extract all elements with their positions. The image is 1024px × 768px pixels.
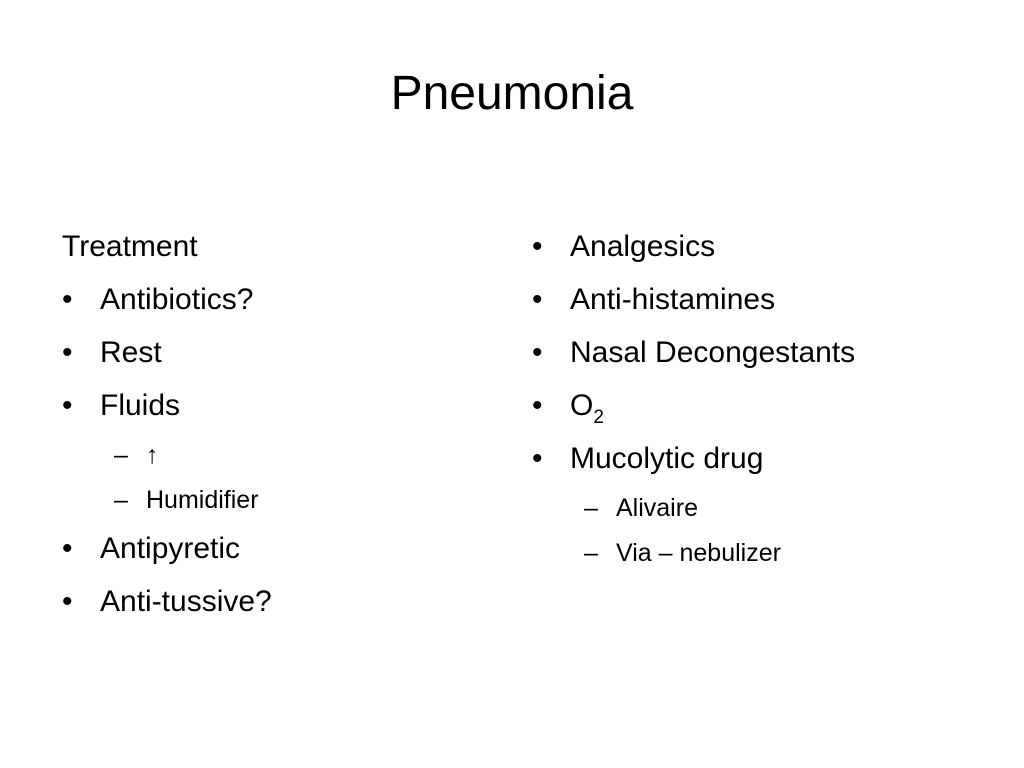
slide-title: Pneumonia	[390, 67, 634, 120]
left-column	[62, 224, 482, 632]
list-item-oxygen	[532, 383, 972, 428]
sub-item-humidifier	[62, 481, 482, 519]
list-item-label: Antipyretic	[100, 532, 241, 565]
list-item-anti-tussive	[62, 579, 482, 624]
oxygen-subscript: 2	[593, 407, 604, 428]
list-item-analgesics	[532, 224, 972, 269]
sub-item-via-nebulizer	[532, 534, 972, 572]
list-item-label: Fluids	[100, 389, 181, 422]
list-item-label: Humidifier	[146, 486, 259, 514]
list-item-label: Anti-histamines	[570, 283, 776, 316]
list-item-label: Antibiotics?	[100, 283, 254, 316]
list-item-label: O	[570, 389, 594, 422]
dash-icon: –	[584, 539, 598, 567]
sub-item-alivaire	[532, 489, 972, 527]
bullet-icon: •	[532, 336, 543, 369]
list-item-mucolytic-drug	[532, 436, 972, 481]
list-item-antibiotics	[62, 277, 482, 322]
list-item-label: Rest	[100, 336, 162, 369]
bullet-icon: •	[532, 283, 543, 316]
list-item-label: Alivaire	[616, 494, 698, 522]
list-item-anti-histamines	[532, 277, 972, 322]
bullet-icon: •	[532, 230, 543, 263]
sub-item-increase	[62, 436, 482, 474]
list-item-label: Via – nebulizer	[616, 539, 781, 567]
list-item-label: Analgesics	[570, 230, 716, 263]
dash-icon: –	[114, 441, 128, 469]
dash-icon: –	[584, 494, 598, 522]
up-arrow-icon: ↑	[146, 441, 159, 469]
bullet-icon: •	[62, 532, 73, 565]
bullet-icon: •	[62, 585, 73, 618]
right-column	[532, 224, 972, 579]
bullet-icon: •	[62, 283, 73, 316]
list-item-rest	[62, 330, 482, 375]
bullet-icon: •	[62, 336, 73, 369]
list-item-antipyretic	[62, 526, 482, 571]
bullet-icon: •	[532, 442, 543, 475]
list-item-label: Anti-tussive?	[100, 585, 272, 618]
bullet-icon: •	[62, 389, 73, 422]
list-item-fluids	[62, 383, 482, 428]
list-item-nasal-decongestants	[532, 330, 972, 375]
list-item-label: Mucolytic drug	[570, 442, 764, 475]
list-item-label: Nasal Decongestants	[570, 336, 856, 369]
treatment-heading: Treatment	[62, 230, 198, 263]
dash-icon: –	[114, 486, 128, 514]
bullet-icon: •	[532, 389, 543, 422]
